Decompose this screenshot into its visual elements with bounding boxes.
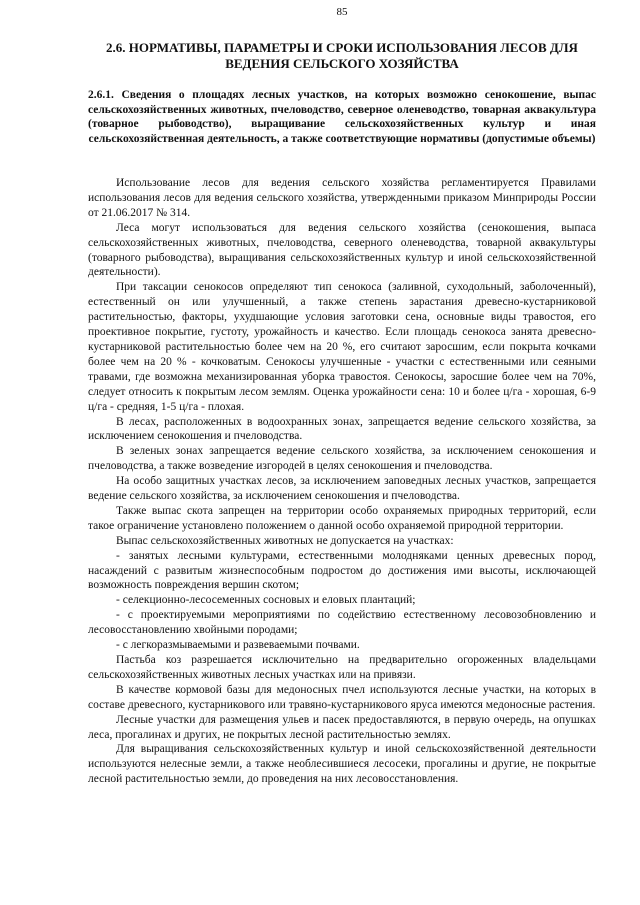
body-text xyxy=(88,176,596,787)
paragraph: В качестве кормовой базы для медоносных пчел используются лесные участки, на которых в составе древесного, кустарникового или травяно-кустарникового яруса имеются медоносные растения. xyxy=(88,683,596,711)
list-item: - с проектируемыми мероприятиями по содействию естественному лесовозобновлению и лесовосстановлению хвойными породами; xyxy=(88,609,596,637)
paragraph: Леса могут использоваться для ведения сельского хозяйства (сенокошения, выпаса сельскохозяйственных животных, пчеловодства, северного оленеводства, товарной аквакультуры (товарного рыбоводства), выращивания сельскохозяйственных культур и иной сельскохозяйственной деятельности). xyxy=(88,221,596,279)
paragraph: Выпас сельскохозяйственных животных не допускается на участках: xyxy=(116,534,454,547)
paragraph: Также выпас скота запрещен на территории особо охраняемых природных территорий, если такое ограничение установлено положением о данной особо охраняемой природной территории. xyxy=(88,504,596,532)
paragraph: Пастьба коз разрешается исключительно на предварительно огороженных владельцами сельскохозяйственных животных лесных участках или на привязи. xyxy=(88,654,596,681)
list-item: - селекционно-лесосеменных сосновых и еловых плантаций; xyxy=(116,594,416,607)
section-title: 2.6. НОРМАТИВЫ, ПАРАМЕТРЫ И СРОКИ ИСПОЛЬЗОВАНИЯ ЛЕСОВ ДЛЯ ВЕДЕНИЯ СЕЛЬСКОГО ХОЗЯЙСТВА xyxy=(106,40,578,71)
paragraph: Для выращивания сельскохозяйственных культур и иной сельскохозяйственной деятельности используются нелесные земли, а также необлесившиеся лесосеки, прогалины и другие, не покрытые лесной растительностью земли, до проведения на них лесовосстановления. xyxy=(88,743,596,786)
paragraph: На особо защитных участках лесов, за исключением заповедных лесных участков, запрещается ведение сельского хозяйства, за исключением сенокошения и пчеловодства. xyxy=(88,475,596,503)
paragraph: Использование лесов для ведения сельского хозяйства регламентируется Правилами использования лесов для ведения сельского хозяйства, утвержденными приказом Минприроды России от 21.06.2017 № 314. xyxy=(88,177,596,219)
subsection-title: 2.6.1. Сведения о площадях лесных участков, на которых возможно сенокошение, выпас сельскохозяйственных животных, пчеловодство, северное оленеводство, товарная аквакультура (товарное рыбоводство), выращивание сельскохозяйственных культур и иная сельскохозяйственная деятельность, а также соответствующие нормативы (допустимые объемы) xyxy=(88,89,596,145)
page-number: 85 xyxy=(336,6,348,18)
list-item: - занятых лесными культурами, естественными молодняками ценных древесных пород, насаждений с развитым жизнеспособным подростом до достижения ими высоты, исключающей возможность повреждения вершин скотом; xyxy=(88,549,596,592)
paragraph: В лесах, расположенных в водоохранных зонах, запрещается ведение сельского хозяйства, за исключением сенокошения и пчеловодства. xyxy=(88,415,596,443)
paragraph: Лесные участки для размещения ульев и пасек предоставляются, в первую очередь, на опушках леса, прогалинах и других, не покрытых лесной растительностью землях. xyxy=(88,713,596,741)
list-item: - с легкоразмываемыми и развеваемыми почвами. xyxy=(116,639,360,652)
paragraph: При таксации сенокосов определяют тип сенокоса (заливной, суходольный, заболоченный), естественный он или улучшенный, а также степень зарастания древесно-кустарниковой растительностью, факторы, ухудшающие условия заготовки сена, основные виды травостоя, его проективное покрытие, густоту, урожайность и качество. Если площадь сенокоса занята древесно-кустарниковой растительностью более чем на 20 %, его считают заросшим, если покрыта кочками более чем на 20 % - кочковатым. Сенокосы улучшенные - участки с естественными или сеяными травами, где возможна механизированная уборка травостоя. Сенокосы, заросшие более чем на 70%, следует относить к покрытым лесом землям. Оценка урожайности сена: 10 и более ц/га - хорошая, 6-9 ц/га - средняя, 1-5 ц/га - плохая. xyxy=(88,281,596,413)
paragraph: В зеленых зонах запрещается ведение сельского хозяйства, за исключением сенокошения и пчеловодства, а также возведение изгородей в целях сенокошения и пчеловодства. xyxy=(88,445,596,473)
